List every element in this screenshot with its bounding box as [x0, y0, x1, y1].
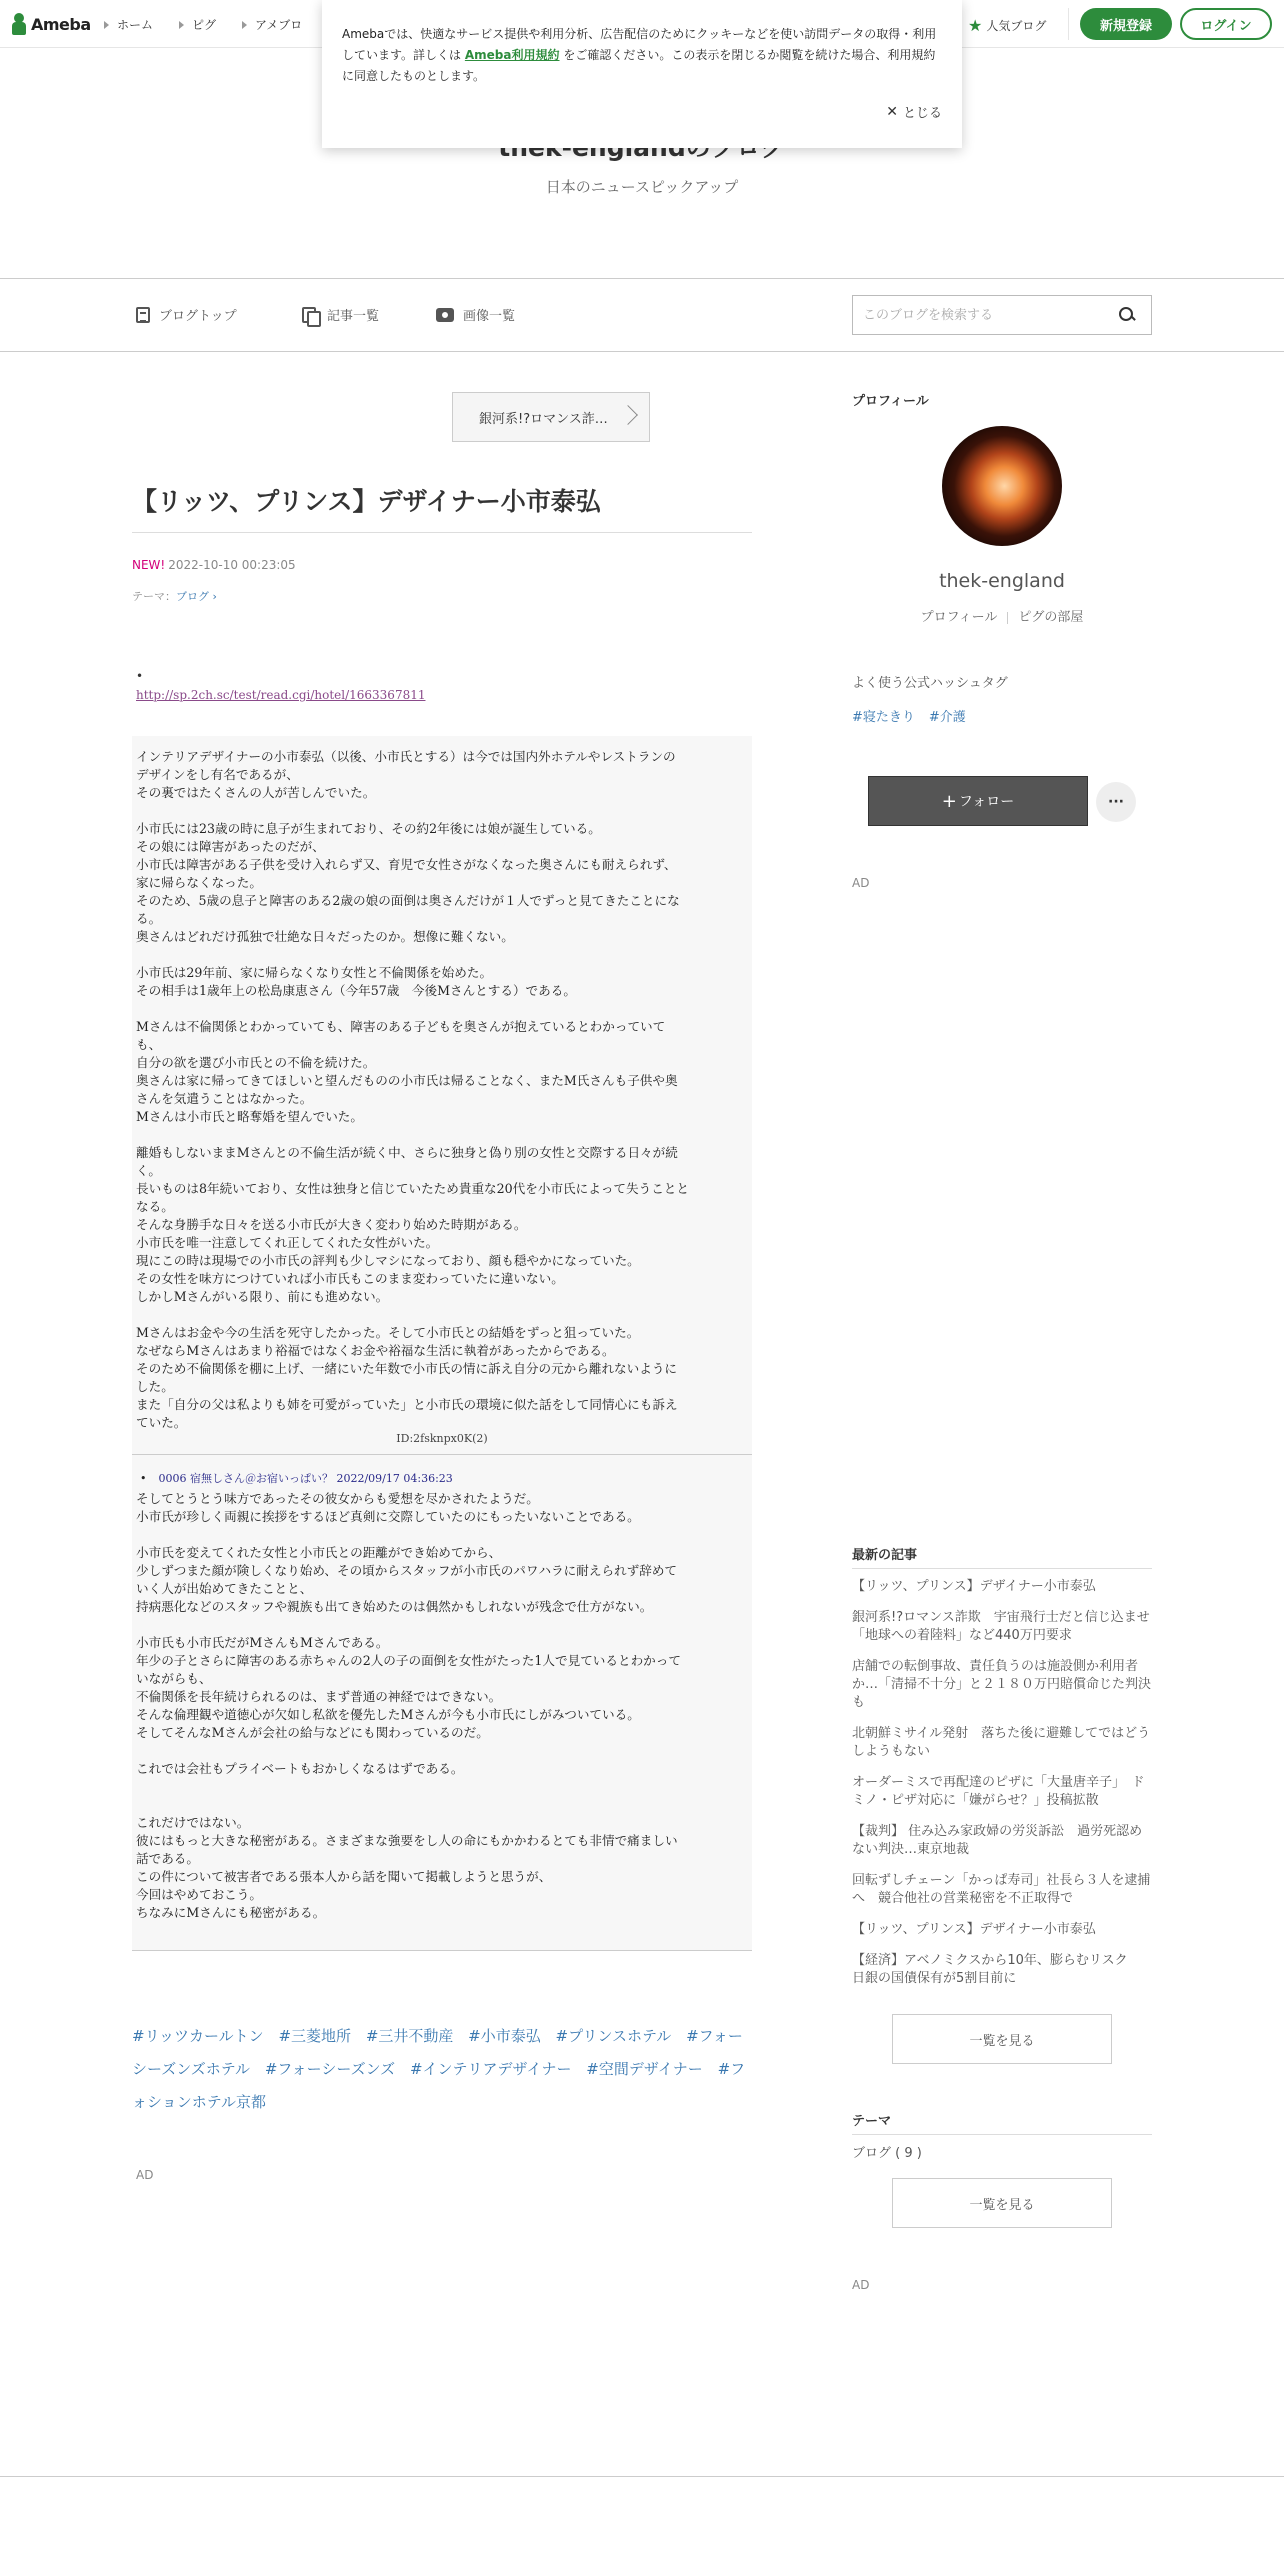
new-badge: NEW!: [132, 558, 166, 572]
nav-home[interactable]: ホーム: [104, 16, 153, 33]
hashtag-link[interactable]: #プリンスホテル: [555, 2027, 672, 2045]
article-list-label: 記事一覧: [327, 309, 380, 324]
star-icon: ★: [968, 16, 983, 35]
triangle-right-icon: [242, 21, 247, 29]
cookie-close-label: とじる: [902, 106, 942, 121]
cookie-text: Amebaでは、快適なサービス提供や利用分析、広告配信のためにクッキーなどを使い訪問データの取得・利用しています。詳しくは Ameba利用規約 をご確認ください。この表示を閉じるか閲覧を続けた場合、利用規約に同意したものとします。: [342, 27, 937, 83]
hashtag-link[interactable]: #三菱地所: [278, 2027, 352, 2045]
hashtag-link[interactable]: #寝たきり: [852, 710, 915, 725]
ameba-logo-icon: [10, 12, 28, 36]
ad-label: AD: [136, 2168, 154, 2182]
follow-button[interactable]: + フォロー: [868, 776, 1088, 826]
profile-name[interactable]: thek-england: [939, 570, 1065, 592]
blog-subtitle: 日本のニュースピックアップ: [545, 178, 739, 196]
divider: [1068, 8, 1069, 40]
post-body-2: そしてとうとう味方であったその彼女からも愛想を尽かされたようだ。 小市氏が珍しく両親に挨拶をするほど真剣に交際していたのにもったいないことである。 小市氏を変えてくれた女性と小市氏との距離ができ始めてから、 少しずつまた顔が険しくなり始め、その頃からスタッフが小市氏のパワハラに耐えられず辞めて いく人が出始めてきたことと、 持病悪化などのスタッフや親族も出てき始めたのは偶然かもしれないが残念で仕方がない。 小市氏も小市氏だがMさんもMさんである。 年少の子とさらに障害のある赤ちゃんの2人の子の面倒を女性がたった1人で見ているとわかって いながらも、 不倫関係を長年続けられるのは、まず普通の神経ではできない。 そんな倫理観や道徳心が欠如し私欲を優先したMさんが今も小市氏にしがみついている。 そしてそんなMさんが会社の給与などにも関わっているのだ。 これでは会社もプライベートもおかしくなるはずである。 これだけではない。 彼にはもっと大きな秘密がある。さまざまな強要をし人の命にもかかわるとても非情で痛ましい 話である。 この件について被害者である張本人から話を聞いて掲載しようと思うが、 今回はやめておこう。 ちなみにMさんにも秘密がある。: [136, 1491, 681, 1920]
article-list-link[interactable]: [302, 305, 379, 324]
recent-article-link[interactable]: 【リッツ、プリンス】デザイナー小市泰弘: [852, 1579, 1096, 1594]
hashtag-link[interactable]: #介護: [928, 710, 966, 725]
prev-article-label: 銀河系!?ロマンス詐…: [479, 411, 608, 427]
recent-article-link[interactable]: 【経済】アベノミクスから10年、膨らむリスク 日銀の国債保有が5割目前に: [852, 1953, 1141, 1986]
ad-label: AD: [852, 876, 870, 890]
divider: [132, 532, 752, 533]
blog-top-label: ブログトップ: [159, 309, 237, 324]
divider: [132, 1950, 752, 1951]
theme-link[interactable]: ブログ ›: [176, 590, 217, 603]
recent-articles: [852, 1578, 1152, 2001]
terms-link[interactable]: Ameba利用規約: [464, 48, 560, 62]
image-list-link[interactable]: [436, 305, 515, 324]
theme-heading: テーマ: [852, 2114, 892, 2129]
hashtag-link[interactable]: #小市泰弘: [468, 2027, 541, 2045]
hashtag-link[interactable]: #リッツカールトン: [132, 2027, 264, 2045]
article-meta: [132, 558, 296, 572]
ad-label: AD: [852, 2278, 870, 2292]
blog-top-link[interactable]: [136, 305, 237, 324]
search-input[interactable]: [853, 296, 1103, 334]
post-body-1: インテリアデザイナーの小市泰弘（以後、小市氏とする）は今では国内外ホテルやレストランの デザインをし有名であるが、 その裏ではたくさんの人が苦しんでいた。 小市氏には23歳の時に息子が生まれており、その約2年後には娘が誕生している。 その娘には障害があったのだが、 小市氏は障害がある子供を受け入れらず又、育児で女性さがなくなった奥さんにも耐えられず、 家に帰らなくなった。 そのため、5歳の息子と障害のある2歳の娘の面倒は奥さんだけが１人でずっと見てきたことにな る。 奥さんはどれだけ孤独で壮絶な日々だったのか。想像に難くない。 小市氏は29年前、家に帰らなくなり女性と不倫関係を始めた。 その相手は1歳年上の松島康恵さん（今年57歳 今後Mさんとする）である。 Mさんは不倫関係とわかっていても、障害のある子どもを奥さんが抱えているとわかっていて も、 自分の欲を選び小市氏との不倫を続けた。 奥さんは家に帰ってきてほしいと望んだものの小市氏は帰ることなく、またM氏さんも子供や奥 さんを気遣うことはなかった。 Mさんは小市氏と略奪婚を望んでいた。 離婚もしないままMさんとの不倫生活が続く中、さらに独身と偽り別の女性と交際する日々が続 く。 長いものは8年続いており、女性は独身と信じていたため貴重な20代を小市氏によって失うことと なる。 そんな身勝手な日々を送る小市氏が大きく変わり始めた時期がある。 小市氏を唯一注意してくれ正してくれた女性がいた。 現にこの時は現場での小市氏の評判も少しマシになっており、顔も穏やかになっていた。 その女性を味方につけていれば小市氏もこのまま変わっていたに違いない。 しかしMさんがいる限り、前にも進めない。 Mさんはお金や今の生活を死守したかった。そして小市氏との結婚をずっと狙っていた。 なぜならMさんはあまり裕福ではなくお金や裕福な生活に執着があったからである。 そのため不倫関係を棚に上げ、一緒にいた年数で小市氏の情に訴え自分の元から離れないように した。 また「自分の父は私よりも姉を可愛がっていた」と小市氏の環境に似た話をして同情心にも訴え ていた。: [136, 749, 689, 1430]
triangle-right-icon: [179, 21, 184, 29]
plus-icon: +: [941, 790, 957, 812]
search-icon[interactable]: [1119, 307, 1135, 323]
article-theme: テーマ：ブログ ›: [132, 590, 217, 603]
recent-article-link[interactable]: 店舗での転倒事故、責任負うのは施設側か利用者か…「清掃不十分」と２１８０万円賠償命じた判決も: [852, 1659, 1152, 1710]
quoted-post: [132, 736, 752, 1950]
source-link[interactable]: http://sp.2ch.sc/test/read.cgi/hotel/1663367811: [136, 688, 426, 702]
avatar[interactable]: [942, 426, 1062, 546]
hashtag-link[interactable]: #インテリアデザイナー: [409, 2060, 572, 2078]
source-link-block: [136, 670, 425, 702]
hashtag-link[interactable]: #三井不動産: [365, 2027, 454, 2045]
chevron-right-icon: [618, 405, 638, 425]
reply-header: • 0006 宿無しさん＠お宿いっぱい？ 2022/09/17 04:36:23: [140, 1472, 453, 1485]
recent-article-link[interactable]: オーダーミスで再配達のピザに「大量唐辛子」 ドミノ・ピザ対応に「嫌がらせ？」投稿拡散: [852, 1775, 1145, 1808]
profile-links: [852, 606, 1152, 625]
cookie-banner: [322, 0, 962, 148]
nav-pigg[interactable]: ピグ: [179, 16, 216, 33]
hashtag-link[interactable]: #フォションホテル京都: [132, 2060, 746, 2111]
divider: [852, 2134, 1152, 2135]
profile-link[interactable]: プロフィール: [920, 610, 998, 625]
copy-icon: [302, 307, 318, 323]
image-list-label: 画像一覧: [463, 309, 516, 324]
close-icon: ✕: [886, 103, 898, 120]
recent-article-link[interactable]: 【リッツ、プリンス】デザイナー小市泰弘: [852, 1922, 1096, 1937]
prev-article-button[interactable]: [452, 392, 650, 442]
blog-search: [852, 295, 1152, 335]
footer-divider: [0, 2476, 1284, 2477]
triangle-right-icon: [104, 21, 109, 29]
see-all-articles-button[interactable]: 一覧を見る: [892, 2014, 1112, 2064]
register-button[interactable]: 新規登録: [1080, 8, 1172, 40]
popular-blog-label: 人気ブログ: [986, 19, 1047, 33]
blog-nav: [0, 278, 1284, 352]
hashtag-link[interactable]: #空間デザイナー: [586, 2060, 703, 2078]
bullet: •: [136, 669, 144, 683]
recent-article-link[interactable]: 銀河系!?ロマンス詐欺 宇宙飛行士だと信じ込ませ「地球への着陸料」など440万円要求: [852, 1610, 1150, 1643]
theme-list-item[interactable]: ブログ ( 9 ): [852, 2146, 922, 2161]
recent-article-link[interactable]: 【裁判】 住み込み家政婦の労災訴訟 過労死認めない判決…東京地裁: [852, 1824, 1143, 1857]
camera-icon: [436, 308, 454, 322]
cookie-close-button[interactable]: [886, 102, 942, 121]
recent-articles-heading: 最新の記事: [852, 1548, 918, 1563]
nav-links: [104, 16, 328, 33]
article-date: 2022-10-10 00:23:05: [168, 558, 296, 572]
logo-text: Ameba: [31, 14, 91, 34]
more-button[interactable]: ···: [1096, 782, 1136, 822]
login-button[interactable]: ログイン: [1180, 8, 1272, 40]
nav-ameblo[interactable]: アメブロ: [242, 16, 302, 33]
divider: [132, 1454, 752, 1455]
hashtag-link[interactable]: #フォーシーズンズホテル: [132, 2027, 743, 2078]
pigg-room-link[interactable]: ピグの部屋: [1018, 610, 1084, 625]
recent-article-link[interactable]: 回転ずしチェーン「かっぱ寿司」社長ら３人を逮捕へ 競合他社の営業秘密を不正取得で: [852, 1873, 1151, 1906]
profile-heading: プロフィール: [852, 394, 929, 409]
ameba-logo[interactable]: [10, 12, 91, 36]
document-icon: [136, 307, 150, 323]
popular-blog-link[interactable]: [968, 16, 1046, 35]
hashtag-link[interactable]: #フォーシーズンズ: [264, 2060, 396, 2078]
hashtag-heading: よく使う公式ハッシュタグ: [852, 676, 1008, 691]
official-hashtags: [852, 706, 980, 725]
see-all-themes-button[interactable]: 一覧を見る: [892, 2178, 1112, 2228]
article-title[interactable]: 【リッツ、プリンス】デザイナー小市泰弘: [132, 487, 601, 516]
article-hashtags: [132, 2020, 752, 2119]
divider: [852, 1568, 1152, 1569]
recent-article-link[interactable]: 北朝鮮ミサイル発射 落ちた後に避難してではどうしようもない: [852, 1726, 1151, 1759]
post-id: ID:2fsknpx0K(2): [396, 1432, 488, 1445]
